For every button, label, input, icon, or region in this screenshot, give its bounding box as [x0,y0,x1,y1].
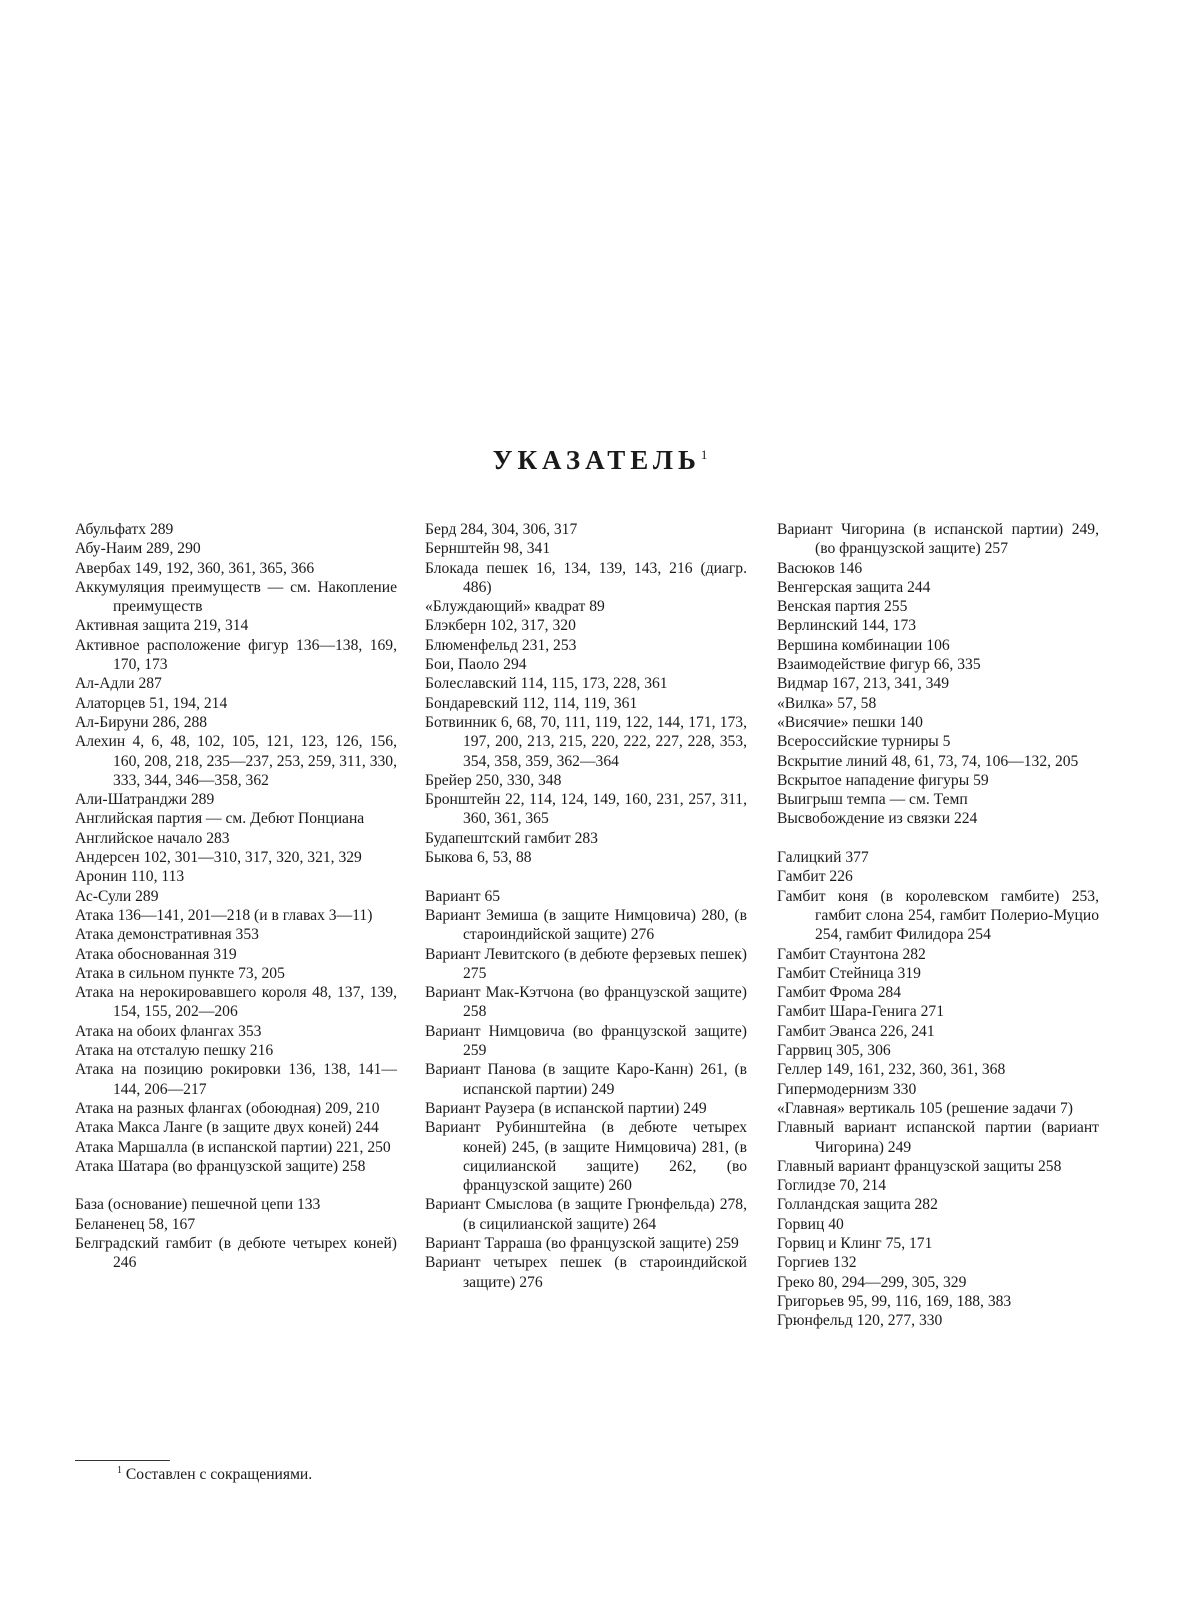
title-footnote-mark: 1 [700,447,708,462]
index-entry: Атака на разных флангах (обоюдная) 209, 210 [75,1099,380,1117]
index-entry: Вскрытие линий 48, 61, 73, 74, 106—132, 205 [777,752,1079,770]
index-entry: Ал-Адли 287 [75,675,162,693]
index-column-3 [777,520,1099,1330]
index-column-2 [425,520,747,1292]
index-entry: Вариант Чигорина (в испанской партии) 249, (во французской защите) 257 [777,521,1099,558]
index-entry: Андерсен 102, 301—310, 317, 320, 321, 329 [75,849,362,867]
index-entry: Вариант Тарраша (во французской защите) 259 [425,1234,739,1252]
index-entry: Горгиев 132 [777,1254,857,1272]
footnote-rule [75,1460,170,1461]
index-entry: Вариант Панова (в защите Каро-Канн) 261, (в испанской партии) 249 [425,1061,747,1098]
index-entry: Вариант Смыслова (в защите Грюнфельда) 278, (в сицилианской защите) 264 [425,1196,747,1233]
index-entry: Гамбит Стейница 319 [777,964,921,982]
index-entry: Бондаревский 112, 114, 119, 361 [425,694,638,712]
index-entry: Ас-Сули 289 [75,887,159,905]
index-entry: Атака на позицию рокировки 136, 138, 141—144, 206—217 [75,1061,397,1098]
index-entry: Будапештский гамбит 283 [425,829,598,847]
index-entry: «Главная» вертикаль 105 (решение задачи 7) [777,1099,1073,1117]
index-entry: Греко 80, 294—299, 305, 329 [777,1273,967,1291]
index-entry: Беланенец 58, 167 [75,1215,196,1233]
index-entry: Берд 284, 304, 306, 317 [425,521,578,538]
index-entry: Гамбит Эванса 226, 241 [777,1022,935,1040]
index-entry: Английское начало 283 [75,829,230,847]
footnote-text: Составлен с сокращениями. [125,1466,313,1484]
index-entry: Горвиц 40 [777,1215,844,1233]
index-entry: Активное расположение фигур 136—138, 169, 170, 173 [75,636,397,674]
index-entry: Вариант Левитского (в дебюте ферзевых пешек) 275 [425,945,747,982]
index-entry: Авербах 149, 192, 360, 361, 365, 366 [75,559,315,577]
index-entry: Али-Шатранджи 289 [75,791,215,809]
footnote-mark: 1 [117,1465,122,1476]
index-entry: Григорьев 95, 99, 116, 169, 188, 383 [777,1292,1012,1310]
index-entry: Видмар 167, 213, 341, 349 [777,675,950,693]
index-column-1 [75,520,397,1273]
index-entry: Атака демонстративная 353 [75,926,259,944]
index-entry: Гоглидзе 70, 214 [777,1177,887,1195]
index-entry: Быкова 6, 53, 88 [425,849,532,867]
index-entry: Гамбит коня (в королевском гамбите) 253, гамбит слона 254, гамбит Полерио-Муцио 254, гамбит Филидора 254 [777,887,1099,944]
index-entry: Главный вариант испанской партии (вариант Чигорина) 249 [777,1119,1099,1156]
index-entry: Атака 136—141, 201—218 (и в главах 3—11) [75,906,373,924]
index-entry: Блюменфельд 231, 253 [425,636,577,654]
index-entry: Атака на обоих флангах 353 [75,1022,262,1040]
index-entry: Высвобождение из связки 224 [777,810,978,828]
index-entry: Вариант Мак-Кэтчона (во французской защите) 258 [425,984,747,1021]
index-entry: Вариант 65 [425,887,501,905]
index-entry: Атака на отсталую пешку 216 [75,1042,274,1060]
index-entry: Бернштейн 98, 341 [425,540,551,558]
index-entry: Гаррвиц 305, 306 [777,1042,891,1060]
index-entry: Ал-Бируни 286, 288 [75,713,208,731]
index-entry: Блокада пешек 16, 134, 139, 143, 216 (диагр. 486) [425,559,747,596]
index-entry: Грюнфельд 120, 277, 330 [777,1312,943,1330]
index-entry: Алехин 4, 6, 48, 102, 105, 121, 123, 126, 156, 160, 208, 218, 235—237, 253, 259, 311, 330, 333, 344, 346—358, 362 [75,733,398,789]
index-entry: Гамбит Стаунтона 282 [777,945,926,963]
index-entry: Вариант Нимцовича (во французской защите) 259 [425,1022,747,1060]
index-entry: Английская партия — см. Дебют Понциана [75,810,365,828]
index-entry: «Вилка» 57, 58 [777,694,877,712]
index-entry: Алаторцев 51, 194, 214 [75,694,228,712]
index-entry: Главный вариант французской защиты 258 [777,1157,1062,1175]
index-entry: Вскрытое нападение фигуры 59 [777,771,989,789]
index-entry: Венская партия 255 [777,598,908,616]
section-gap [777,829,1099,848]
index-entry: Голландская защита 282 [777,1196,938,1214]
index-entry: Вариант Земиша (в защите Нимцовича) 280, (в староиндийской защите) 276 [425,906,747,944]
index-entry: Бои, Паоло 294 [425,656,527,674]
section-gap [425,867,747,886]
index-entry: Атака обоснованная 319 [75,945,237,963]
index-entry: Аронин 110, 113 [75,868,185,886]
section-gap [75,1176,397,1195]
index-entry: «Блуждающий» квадрат 89 [425,598,605,616]
index-entry: Вершина комбинации 106 [777,636,950,654]
index-entry: Венгерская защита 244 [777,578,931,596]
index-entry: Брейер 250, 330, 348 [425,771,562,789]
index-entry: Атака в сильном пункте 73, 205 [75,964,285,982]
index-entry: База (основание) пешечной цепи 133 [75,1196,321,1214]
index-entry: Абу-Наим 289, 290 [75,540,201,558]
index-entry: Атака Макса Ланге (в защите двух коней) 244 [75,1119,379,1137]
index-entry: Горвиц и Клинг 75, 171 [777,1234,933,1252]
index-entry: Верлинский 144, 173 [777,617,917,635]
index-entry: Активная защита 219, 314 [75,617,249,635]
footnote [117,1465,312,1484]
index-entry: Гамбит Фрома 284 [777,984,901,1002]
index-entry: Гамбит 226 [777,868,853,886]
index-entry: Геллер 149, 161, 232, 360, 361, 368 [777,1061,1006,1079]
index-entry: Бронштейн 22, 114, 124, 149, 160, 231, 257, 311, 360, 361, 365 [425,791,747,828]
index-entry: Васюков 146 [777,559,863,577]
index-entry: Болеславский 114, 115, 173, 228, 361 [425,675,668,693]
index-entry: Ботвинник 6, 68, 70, 111, 119, 122, 144, 171, 173, 197, 200, 213, 215, 220, 222, 227, 228, 353, 354, 358, 359, 362—364 [425,713,747,770]
index-entry: Абульфатх 289 [75,521,174,538]
page-title: УКАЗАТЕЛЬ$^1$ [492,445,708,475]
index-entry: Атака Маршалла (в испанской партии) 221, 250 [75,1138,391,1156]
index-entry: Вариант Рубинштейна (в дебюте четырех коней) 245, (в защите Нимцовича) 281, (в сицилианской защите) 262, (во французской защите) 260 [425,1119,747,1195]
index-entry: Белградский гамбит (в дебюте четырех коней) 246 [75,1234,397,1272]
index-entry: Гипермодернизм 330 [777,1080,917,1098]
index-entry: Атака на нерокировавшего короля 48, 137, 139, 154, 155, 202—206 [75,984,397,1021]
index-entry: «Висячие» пешки 140 [777,713,923,731]
index-entry: Галицкий 377 [777,849,869,867]
index-entry: Всероссийские турниры 5 [777,733,951,751]
index-entry: Выигрыш темпа — см. Темп [777,791,968,809]
index-entry: Вариант четырех пешек (в староиндийской защите) 276 [425,1254,747,1291]
index-entry: Блэкберн 102, 317, 320 [425,617,576,635]
index-entry: Аккумуляция преимуществ — см. Накопление преимуществ [75,578,397,616]
index-entry: Атака Шатара (во французской защите) 258 [75,1157,366,1175]
index-entry: Гамбит Шара-Генига 271 [777,1003,945,1021]
index-entry: Вариант Раузера (в испанской партии) 249 [425,1099,707,1117]
index-entry: Взаимодействие фигур 66, 335 [777,656,981,674]
